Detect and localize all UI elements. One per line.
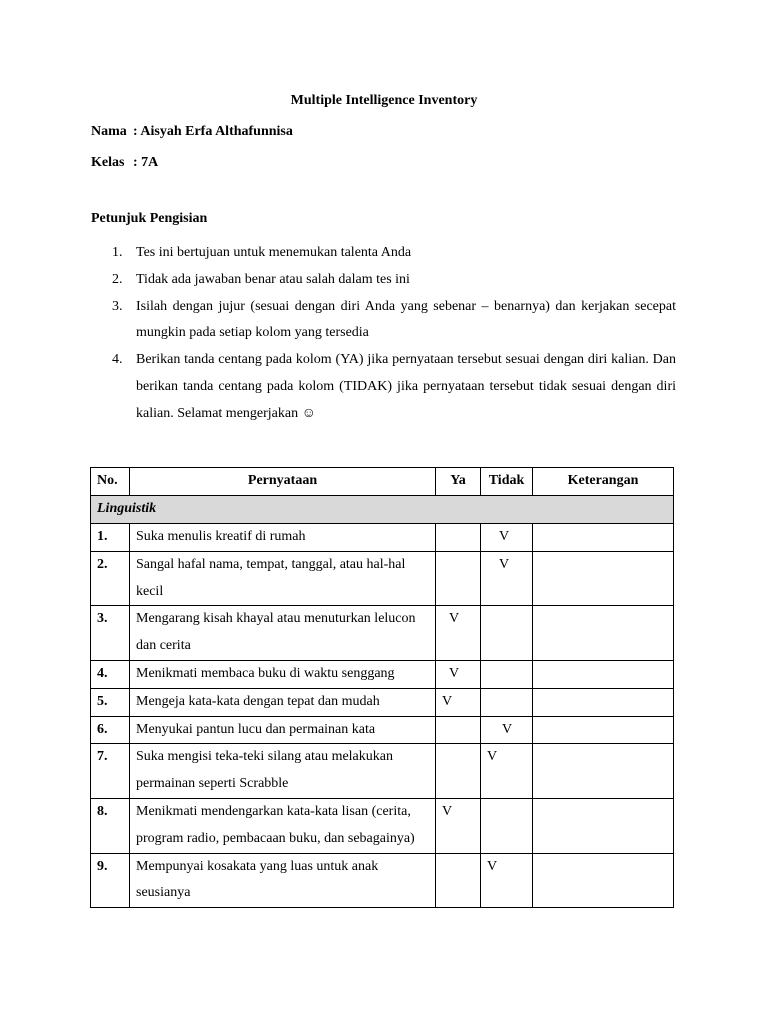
row-statement: Mengarang kisah khayal atau menuturkan lelucon dan cerita xyxy=(130,606,436,661)
table-row xyxy=(91,606,674,661)
ya-cell[interactable] xyxy=(436,524,481,552)
row-statement: Suka menulis kreatif di rumah xyxy=(130,524,436,552)
tidak-cell[interactable] xyxy=(481,798,533,853)
table-row xyxy=(91,716,674,744)
keterangan-cell[interactable] xyxy=(533,551,674,606)
ya-cell[interactable]: V xyxy=(436,688,481,716)
header-pernyataan: Pernyataan xyxy=(130,468,436,496)
kelas-value: : 7A xyxy=(133,155,159,170)
table-row xyxy=(91,524,674,552)
section-label: Linguistik xyxy=(91,496,674,524)
row-statement: Mengeja kata-kata dengan tepat dan mudah xyxy=(130,688,436,716)
instruction-item xyxy=(91,347,676,427)
row-number: 8. xyxy=(91,798,130,853)
keterangan-cell[interactable] xyxy=(533,853,674,908)
tidak-cell[interactable]: V xyxy=(481,551,533,606)
keterangan-cell[interactable] xyxy=(533,524,674,552)
row-statement: Menyukai pantun lucu dan permainan kata xyxy=(130,716,436,744)
tidak-cell[interactable]: V xyxy=(481,524,533,552)
keterangan-cell[interactable] xyxy=(533,716,674,744)
ya-cell[interactable] xyxy=(436,853,481,908)
header-ya: Ya xyxy=(436,468,481,496)
instructions-list xyxy=(91,240,676,428)
instruction-number: 4. xyxy=(112,352,123,368)
table-row xyxy=(91,688,674,716)
tidak-cell[interactable] xyxy=(481,660,533,688)
instruction-number: 3. xyxy=(112,298,123,314)
kelas-label: Kelas xyxy=(91,155,125,170)
row-statement: Sangal hafal nama, tempat, tanggal, atau hal-hal kecil xyxy=(130,551,436,606)
ya-cell[interactable] xyxy=(436,716,481,744)
nama-row xyxy=(91,124,293,140)
kelas-row xyxy=(91,155,158,171)
tidak-cell[interactable]: V xyxy=(481,744,533,799)
document-title: Multiple Intelligence Inventory xyxy=(290,93,478,108)
row-number: 3. xyxy=(91,606,130,661)
row-statement: Menikmati membaca buku di waktu senggang xyxy=(130,660,436,688)
nama-value: : Aisyah Erfa Althafunnisa xyxy=(133,124,293,139)
keterangan-cell[interactable] xyxy=(533,688,674,716)
ya-cell[interactable]: V xyxy=(436,606,481,661)
table-row xyxy=(91,660,674,688)
row-statement: Mempunyai kosakata yang luas untuk anak seusianya xyxy=(130,853,436,908)
instructions-heading: Petunjuk Pengisian xyxy=(91,211,208,226)
inventory-table xyxy=(90,467,674,908)
instruction-text: Berikan tanda centang pada kolom (YA) jika pernyataan tersebut sesuai dengan diri kalian. Dan berikan tanda centang pada kolom (TIDAK) jika pernyataan tersebut tidak sesuai dengan diri kalian. Selamat mengerjakan ☺ xyxy=(136,352,676,421)
instruction-text: Isilah dengan jujur (sesuai dengan diri Anda yang sebenar – benarnya) dan kerjakan secepat mungkin pada setiap kolom yang tersedia xyxy=(136,298,676,341)
instruction-text: Tidak ada jawaban benar atau salah dalam tes ini xyxy=(136,271,410,287)
tidak-cell[interactable] xyxy=(481,606,533,661)
instruction-item xyxy=(91,267,676,294)
row-number: 1. xyxy=(91,524,130,552)
instruction-item xyxy=(91,240,676,267)
table-row xyxy=(91,744,674,799)
instruction-item xyxy=(91,294,676,348)
ya-cell[interactable] xyxy=(436,744,481,799)
row-number: 6. xyxy=(91,716,130,744)
table-row xyxy=(91,853,674,908)
row-number: 9. xyxy=(91,853,130,908)
table-row xyxy=(91,798,674,853)
instruction-number: 2. xyxy=(112,271,123,287)
keterangan-cell[interactable] xyxy=(533,744,674,799)
row-number: 4. xyxy=(91,660,130,688)
ya-cell[interactable]: V xyxy=(436,798,481,853)
header-no: No. xyxy=(91,468,130,496)
row-statement: Menikmati mendengarkan kata-kata lisan (cerita, program radio, pembacaan buku, dan sebagainya) xyxy=(130,798,436,853)
table-row xyxy=(91,551,674,606)
instruction-text: Tes ini bertujuan untuk menemukan talenta Anda xyxy=(136,245,412,260)
header-keterangan: Keterangan xyxy=(533,468,674,496)
row-number: 7. xyxy=(91,744,130,799)
keterangan-cell[interactable] xyxy=(533,660,674,688)
keterangan-cell[interactable] xyxy=(533,798,674,853)
section-row xyxy=(91,496,674,524)
table-header-row xyxy=(91,468,674,496)
header-tidak: Tidak xyxy=(481,468,533,496)
instruction-number: 1. xyxy=(112,245,123,260)
ya-cell[interactable]: V xyxy=(436,660,481,688)
ya-cell[interactable] xyxy=(436,551,481,606)
row-number: 2. xyxy=(91,551,130,606)
tidak-cell[interactable] xyxy=(481,688,533,716)
tidak-cell[interactable]: V xyxy=(481,716,533,744)
keterangan-cell[interactable] xyxy=(533,606,674,661)
nama-label: Nama xyxy=(91,124,127,139)
tidak-cell[interactable]: V xyxy=(481,853,533,908)
row-statement: Suka mengisi teka-teki silang atau melakukan permainan seperti Scrabble xyxy=(130,744,436,799)
row-number: 5. xyxy=(91,688,130,716)
